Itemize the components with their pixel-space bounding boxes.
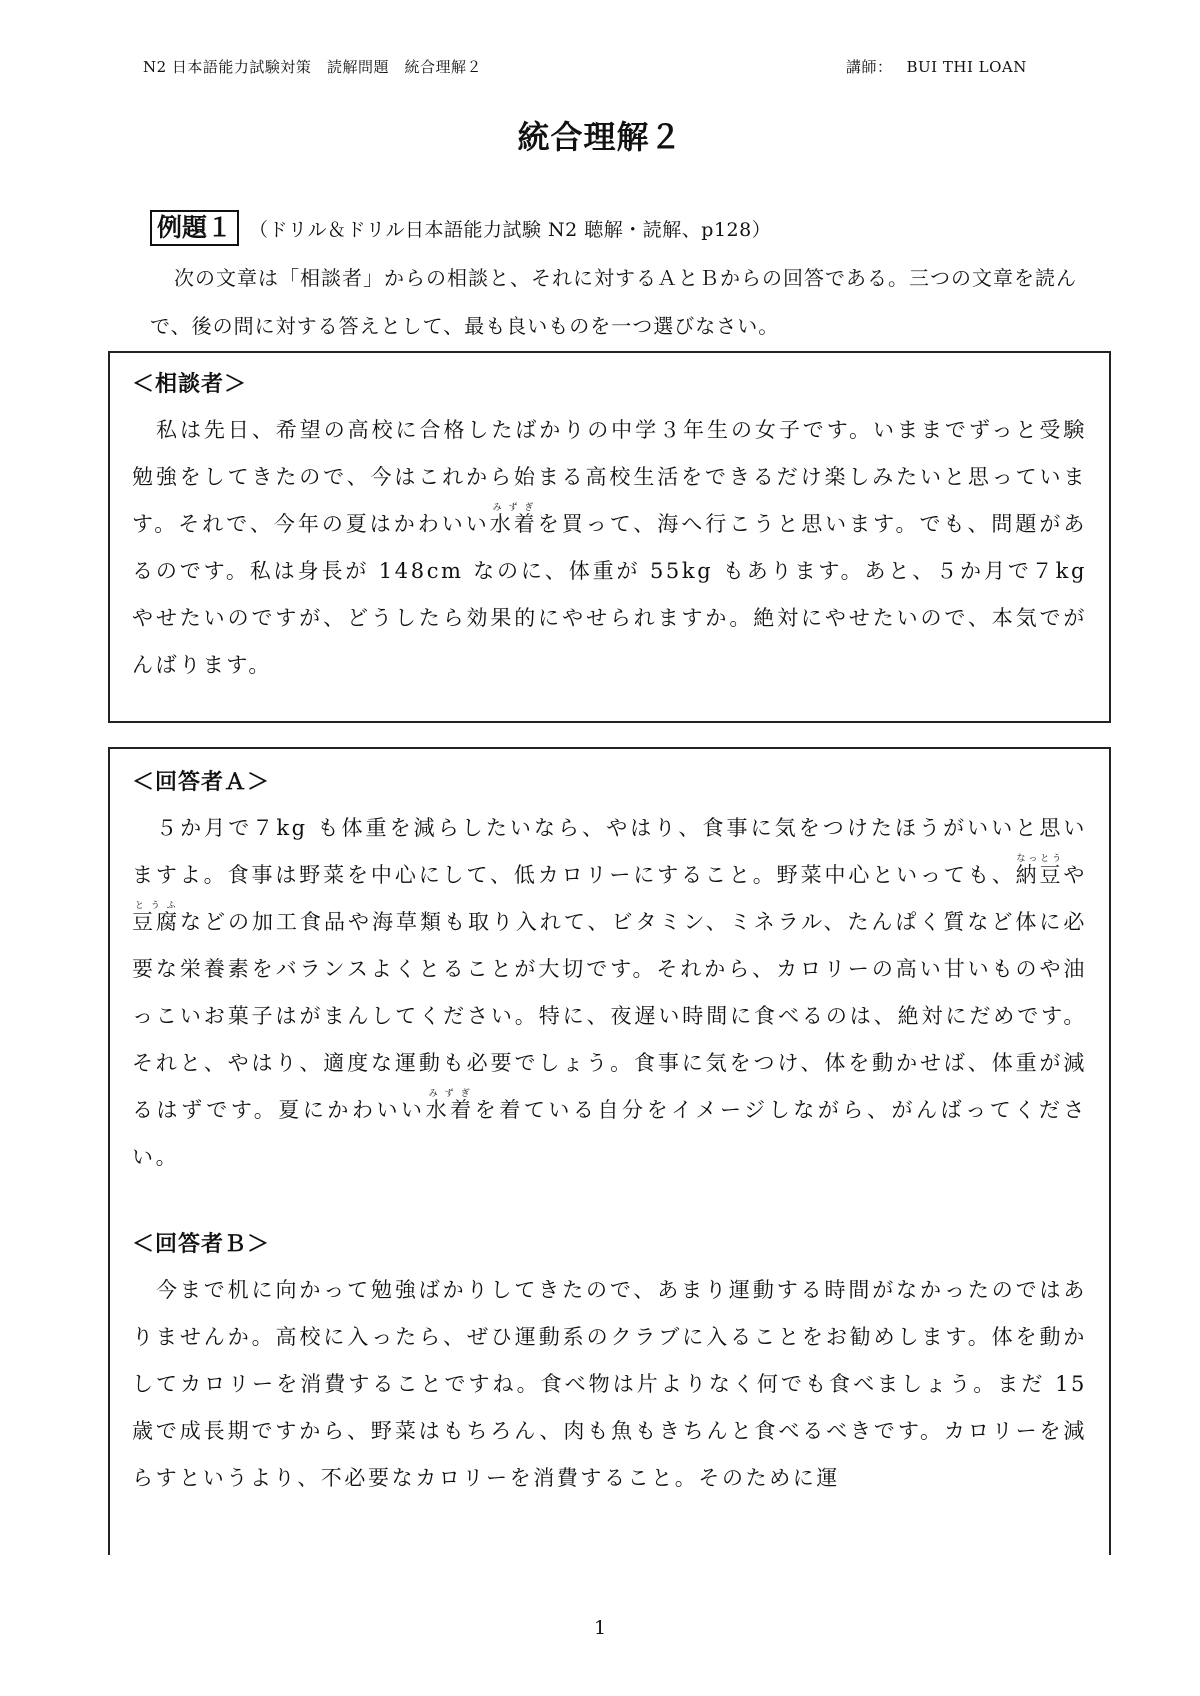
answer-a-text-part-3: などの加工食品や海草類も取り入れて、ビタミン、ミネラル、たんぱく質など体に必要な栄養素をバランスよくとることが大切です。それから、カロリーの高い甘いものや油っこいお菓子はがまんしてください。特に、夜遅い時間に食べるのは、絶対にだめです。それと、やはり、適度な運動も必要でしょう。食事に気をつけ、体を動かせば、体重が減るはずです。夏にかわいい [132,910,1088,1122]
example-heading [150,210,771,246]
answer-b-text: 今まで机に向かって勉強ばかりしてきたので、あまり運動する時間がなかったのではありませんか。高校に入ったら、ぜひ運動系のクラブに入ることをお勧めします。体を動かしてカロリーを消費することですね。食べ物は片よりなく何でも食べましょう。まだ 15 歳で成長期ですから、野菜はもちろん、肉も魚もきちんと食べるべきです。カロリーを減らすというより、不必要なカロリーを消費すること。そのために運 [132,1278,1087,1490]
answer-a-text [132,805,1087,1181]
instruction-text: 次の文章は「相談者」からの相談と、それに対するＡとＢからの回答である。三つの文章を読んで、後の問に対する答えとして、最も良いものを一つ選びなさい。 [150,266,1077,338]
answer-b-heading: ＜回答者Ｂ＞ [132,1232,271,1257]
consultant-text [132,407,1087,689]
document-header-title: N2 日本語能力試験対策 読解問題 統合理解２ [143,58,482,76]
document-header-teacher [846,56,1027,77]
ruby-natto-reading: なっとう [1015,854,1064,864]
ruby-mizugi-2 [425,1089,475,1122]
ruby-mizugi [489,503,538,536]
example-label: 例題１ [150,210,239,246]
consultant-text-part-2: を買って、海へ行こうと思います。でも、問題があるのです。私は身長が 148cm なのに、体重が 55kg もあります。あと、５か月で７kg やせたいのですが、どうしたら効果的にやせられますか。絶対にやせたいので、本気でがんばります。 [132,512,1087,677]
answer-a-text-part-4: を着ている自分をイメージしながら、がんばってください。 [132,1098,1087,1169]
ruby-mizugi-2-reading: みずぎ [425,1089,474,1099]
ruby-tofu [132,901,180,934]
teacher-label: 講師： [846,58,893,76]
consultant-box [108,351,1111,723]
ruby-natto [1015,854,1064,887]
page-title: 統合理解２ [517,118,683,156]
consultant-text-part-1: 私は先日、希望の高校に合格したばかりの中学３年生の女子です。いままでずっと受験勉強をしてきたので、今はこれから始まる高校生活をできるだけ楽しみたいと思っています。それで、今年の夏はかわいい [132,418,1087,536]
answer-a-text-part-2: や [1063,863,1088,887]
ruby-mizugi-reading: みずぎ [489,503,538,513]
page-number: 1 [593,1617,607,1639]
answer-a-heading: ＜回答者Ａ＞ [132,770,271,795]
ruby-mizugi-2-base: 水着 [425,1098,475,1122]
answer-a-text-part-1: ５か月で７kg も体重を減らしたいなら、やはり、食事に気をつけたほうがいいと思いますよ。食事は野菜を中心にして、低カロリーにすること。野菜中心といっても、 [132,816,1087,887]
section-gap [132,1181,1087,1229]
teacher-name: BUI THI LOAN [906,58,1027,76]
ruby-natto-base: 納豆 [1015,863,1064,887]
consultant-heading: ＜相談者＞ [132,372,248,397]
ruby-mizugi-base: 水着 [489,512,538,536]
answers-box [108,747,1111,1555]
ruby-tofu-reading: とうふ [132,901,180,911]
example-source: （ドリル＆ドリル日本語能力試験 N2 聴解・読解、p128） [249,218,772,241]
ruby-tofu-base: 豆腐 [132,910,180,934]
